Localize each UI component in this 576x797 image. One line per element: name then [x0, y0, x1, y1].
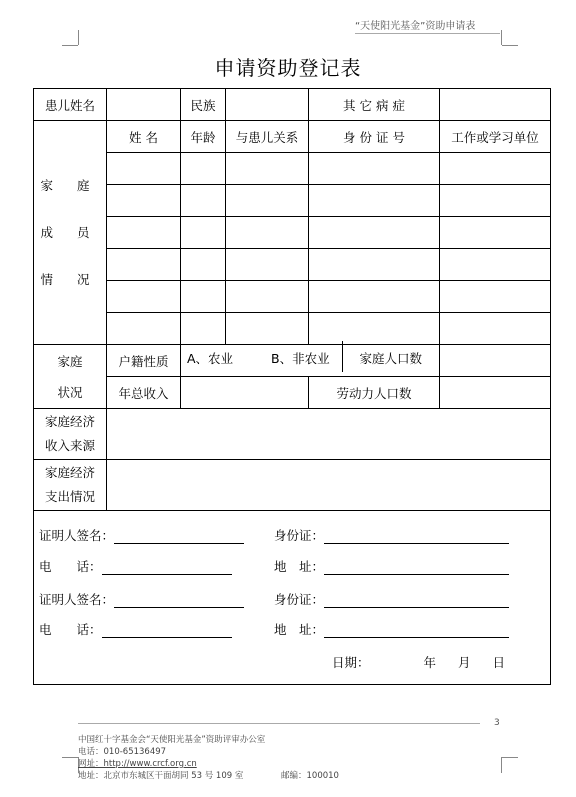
member-name-field[interactable]	[107, 249, 181, 281]
family-size-label: 家庭人口数	[359, 351, 423, 366]
income-source-field[interactable]	[107, 409, 551, 460]
id-label-2: 身份证：	[274, 592, 325, 607]
col-relation-header: 与患儿关系	[226, 121, 309, 153]
family-member-row	[34, 185, 551, 217]
labor-count-field[interactable]	[440, 377, 551, 409]
witness-signature-field-1[interactable]	[114, 543, 244, 544]
footer-address: 地址：北京市东城区干面胡同 53 号 109 室	[78, 771, 244, 781]
address-field-1[interactable]	[324, 574, 509, 575]
expense-line: 支出情况	[44, 489, 95, 504]
family-member-row	[34, 153, 551, 185]
labor-count-label: 劳动力人口数	[309, 377, 440, 409]
member-age-field[interactable]	[181, 153, 226, 185]
family-status-line: 家庭	[57, 353, 83, 369]
crop-mark-bottom-left	[62, 756, 78, 758]
member-id-field[interactable]	[309, 281, 440, 313]
member-age-field[interactable]	[181, 249, 226, 281]
footer-website[interactable]: 网址：http://www.crcf.org.cn	[78, 759, 197, 769]
member-work-field[interactable]	[440, 249, 551, 281]
household-type-options	[181, 345, 440, 377]
header-rule	[355, 33, 500, 34]
footer-rule	[78, 723, 480, 724]
phone-field-1[interactable]	[102, 574, 232, 575]
phone-label-1: 电 话：	[39, 559, 102, 574]
phone-label-2: 电 话：	[39, 622, 102, 637]
col-age-header: 年龄	[181, 121, 226, 153]
member-relation-field[interactable]	[226, 153, 309, 185]
col-work-header: 工作或学习单位	[440, 121, 551, 153]
address-label-1: 地 址：	[274, 559, 325, 574]
member-age-field[interactable]	[181, 217, 226, 249]
crop-mark-top-right-v	[501, 30, 503, 45]
id-field-2[interactable]	[324, 607, 509, 608]
member-id-field[interactable]	[309, 185, 440, 217]
crop-mark-bottom-right	[502, 756, 518, 758]
option-agricultural[interactable]: A、农业	[187, 351, 234, 366]
expense-line: 家庭经济	[44, 465, 95, 480]
member-work-field[interactable]	[440, 185, 551, 217]
family-status-line: 状况	[57, 384, 83, 400]
family-status-label	[34, 345, 107, 409]
family-member-row	[34, 249, 551, 281]
annual-income-label: 年总收入	[107, 377, 181, 409]
member-work-field[interactable]	[440, 153, 551, 185]
member-name-field[interactable]	[107, 153, 181, 185]
option-non-agricultural[interactable]: B、非农业	[271, 351, 330, 366]
date-label: 日期：	[332, 655, 370, 670]
col-name-header: 姓 名	[107, 121, 181, 153]
page-title: 申请资助登记表	[214, 56, 362, 80]
member-relation-field[interactable]	[226, 313, 309, 345]
witness-label-1: 证明人签名：	[39, 528, 115, 543]
member-work-field[interactable]	[440, 217, 551, 249]
header-text: “天使阳光基金”资助申请表	[355, 21, 476, 32]
other-disease-label: 其 它 病 症	[309, 89, 440, 121]
expense-label	[34, 460, 107, 511]
id-label-1: 身份证：	[274, 528, 325, 543]
patient-name-label: 患儿姓名	[34, 89, 107, 121]
member-id-field[interactable]	[309, 249, 440, 281]
income-source-line: 收入来源	[44, 438, 95, 453]
member-id-field[interactable]	[309, 217, 440, 249]
member-name-field[interactable]	[107, 313, 181, 345]
family-member-row	[34, 217, 551, 249]
date-day-label: 日	[492, 655, 506, 670]
member-age-field[interactable]	[181, 313, 226, 345]
crop-mark-top-left-v	[78, 30, 80, 45]
signature-section	[34, 511, 551, 685]
crop-mark-bottom-right-v	[501, 757, 503, 773]
date-month-label: 月	[458, 655, 471, 670]
member-relation-field[interactable]	[226, 217, 309, 249]
application-form	[33, 88, 551, 685]
member-name-field[interactable]	[107, 217, 181, 249]
footer-phone: 电话：010-65136497	[78, 747, 167, 757]
member-age-field[interactable]	[181, 281, 226, 313]
family-section-label	[34, 121, 107, 345]
ethnicity-label: 民族	[181, 89, 226, 121]
other-disease-field[interactable]	[440, 89, 551, 121]
footer-postcode: 邮编：100010	[281, 771, 339, 781]
crop-mark-top-left	[62, 44, 78, 46]
member-relation-field[interactable]	[226, 185, 309, 217]
id-field-1[interactable]	[324, 543, 509, 544]
family-label-line: 家 庭	[40, 178, 100, 193]
member-age-field[interactable]	[181, 185, 226, 217]
witness-label-2: 证明人签名：	[39, 592, 115, 607]
member-relation-field[interactable]	[226, 249, 309, 281]
family-member-row	[34, 281, 551, 313]
family-label-line: 情 况	[40, 272, 100, 287]
patient-name-field[interactable]	[107, 89, 181, 121]
member-id-field[interactable]	[309, 153, 440, 185]
member-name-field[interactable]	[107, 281, 181, 313]
address-field-2[interactable]	[324, 637, 509, 638]
member-work-field[interactable]	[440, 313, 551, 345]
member-relation-field[interactable]	[226, 281, 309, 313]
income-source-line: 家庭经济	[44, 414, 95, 429]
page-number: 3	[494, 718, 500, 728]
crop-mark-top-right	[502, 44, 518, 46]
family-member-row	[34, 313, 551, 345]
ethnicity-field[interactable]	[226, 89, 309, 121]
witness-signature-field-2[interactable]	[114, 607, 244, 608]
footer-org: 中国红十字基金会“天使阳光基金”资助评审办公室	[78, 735, 266, 745]
household-type-label: 户籍性质	[107, 345, 181, 377]
member-work-field[interactable]	[440, 281, 551, 313]
col-id-header: 身 份 证 号	[309, 121, 440, 153]
annual-income-field[interactable]	[181, 377, 309, 409]
family-size-field[interactable]	[440, 345, 551, 377]
member-id-field[interactable]	[309, 313, 440, 345]
expense-field[interactable]	[107, 460, 551, 511]
date-year-label: 年	[423, 655, 437, 670]
income-source-label	[34, 409, 107, 460]
phone-field-2[interactable]	[102, 637, 232, 638]
address-label-2: 地 址：	[274, 622, 325, 637]
member-name-field[interactable]	[107, 185, 181, 217]
family-label-line: 成 员	[40, 225, 100, 240]
